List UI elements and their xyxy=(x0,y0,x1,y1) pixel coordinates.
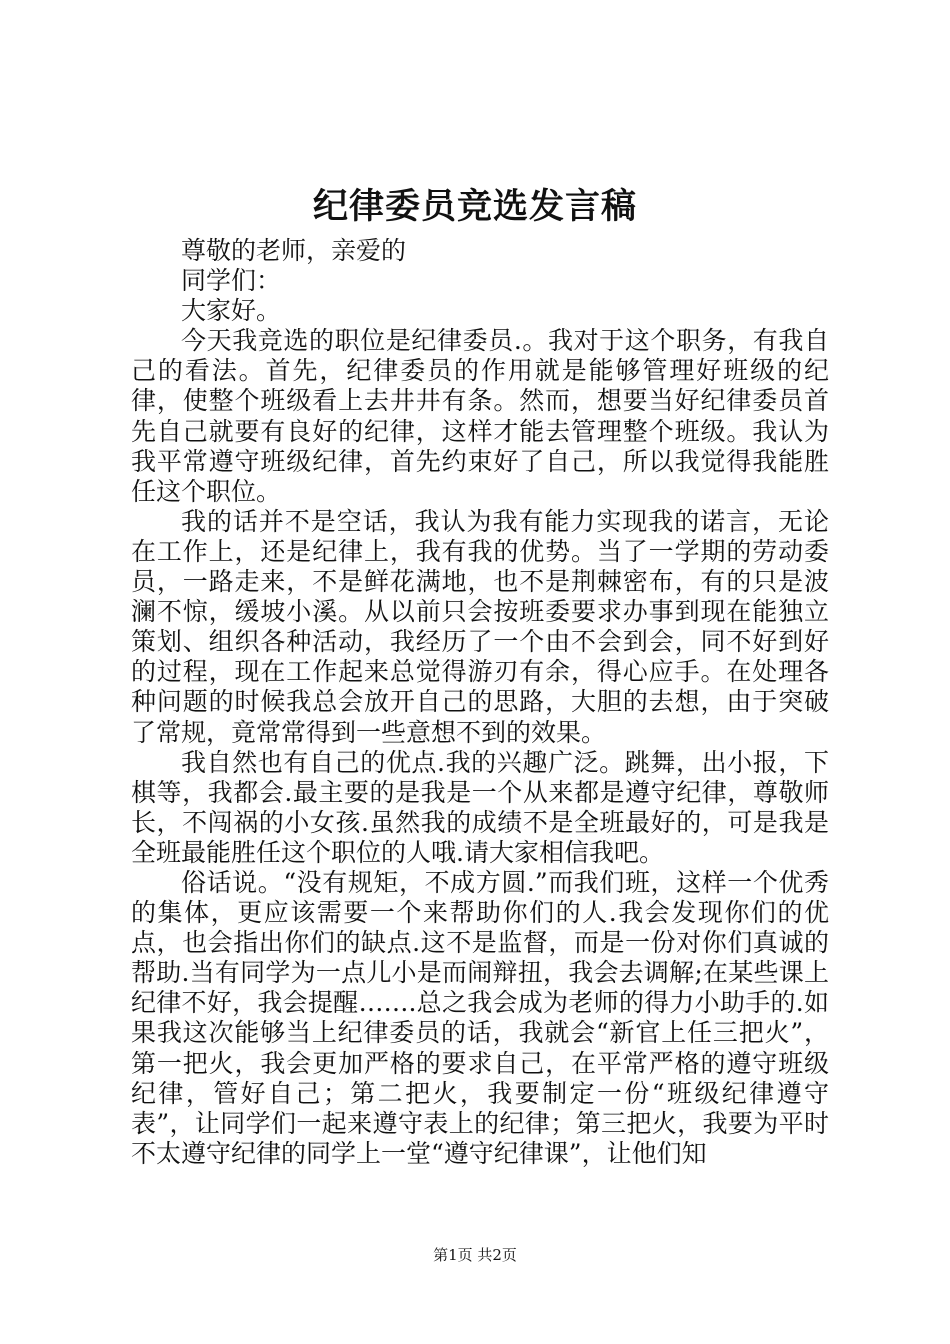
page-number-footer: 第1页 共2页 xyxy=(433,1246,517,1264)
salutation-line-2: 同学们： xyxy=(181,266,282,296)
greeting-line: 大家好。 xyxy=(181,296,282,326)
body-paragraph: 我的话并不是空话，我认为我有能力实现我的诺言，无论在工作上，还是纪律上，我有我的优势。当了一学期的劳动委员，一路走来，不是鲜花满地，也不是荆棘密布，有的只是波澜不惊，缓坡小溪。从以前只会按班委要求办事到现在能独立策划、组织各种活动，我经历了一个由不会到会，同不好到好的过程，现在工作起来总觉得游刃有余，得心应手。在处理各种问题的时候我总会放开自己的思路，大胆的去想，由于突破了常规，竟常常得到一些意想不到的效果。 xyxy=(131,506,829,747)
body-paragraph: 俗话说。“没有规矩，不成方圆.”而我们班，这样一个优秀的集体，更应该需要一个来帮助你们的人.我会发现你们的优点，也会指出你们的缺点.这不是监督，而是一份对你们真诚的帮助.当有同学为一点儿小是而闹辩扭，我会去调解;在某些课上纪律不好，我会提醒…….总之我会成为老师的得力小助手的.如果我这次能够当上纪律委员的话，我就会“新官上任三把火”，第一把火，我会更加严格的要求自己，在平常严格的遵守班级纪律，管好自己；第二把火，我要制定一份“班级纪律遵守表”，让同学们一起来遵守表上的纪律；第三把火，我要为平时不太遵守纪律的同学上一堂“遵守纪律课”，让他们知 xyxy=(131,867,829,1168)
document-body xyxy=(131,236,829,1169)
salutation-line-1: 尊敬的老师，亲爱的 xyxy=(181,236,407,265)
body-paragraph: 今天我竞选的职位是纪律委员.。我对于这个职务，有我自己的看法。首先，纪律委员的作用就是能够管理好班级的纪律，使整个班级看上去井井有条。然而，想要当好纪律委员首先自己就要有良好的纪律，这样才能去管理整个班级。我认为我平常遵守班级纪律，首先约束好了自己，所以我觉得我能胜任这个职位。 xyxy=(131,326,829,506)
body-paragraph: 我自然也有自己的优点.我的兴趣广泛。跳舞，出小报，下棋等，我都会.最主要的是我是一个从来都是遵守纪律，尊敬师长，不闯祸的小女孩.虽然我的成绩不是全班最好的，可是我是全班最能胜任这个职位的人哦.请大家相信我吧。 xyxy=(131,747,829,867)
document-title: 纪律委员竞选发言稿 xyxy=(312,186,637,227)
